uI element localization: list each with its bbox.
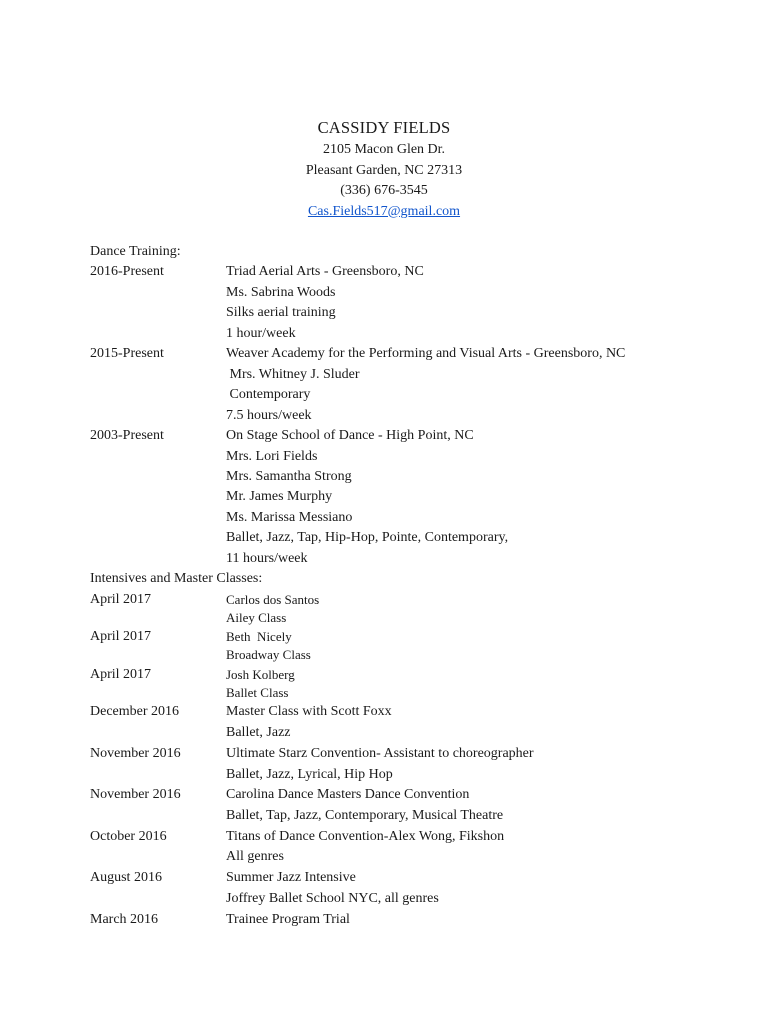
- entry-date: August 2016: [90, 870, 162, 886]
- entry-line: Mrs. Whitney J. Sluder: [226, 366, 360, 382]
- entry-line: Summer Jazz Intensive: [226, 870, 356, 886]
- entry-line: Ballet, Jazz: [226, 725, 291, 741]
- entry-line: Josh Kolberg: [226, 666, 295, 682]
- entry-line: Triad Aerial Arts - Greensboro, NC: [226, 264, 424, 280]
- entry-date: April 2017: [90, 629, 152, 645]
- intensive-entry: [90, 785, 750, 826]
- entry-line: Ballet Class: [226, 684, 289, 700]
- address-line-2: Pleasant Garden, NC 27313: [305, 162, 463, 178]
- entry-line: Ballet, Jazz, Tap, Hip-Hop, Pointe, Contemporary,: [226, 530, 509, 546]
- entry-date: March 2016: [90, 911, 159, 927]
- intensive-entry: [90, 910, 750, 931]
- entry-line: Ballet, Tap, Jazz, Contemporary, Musical Theatre: [226, 808, 504, 823]
- entry-date: 2016-Present: [90, 264, 164, 280]
- entry-date: 2015-Present: [90, 346, 164, 362]
- entry-date: April 2017: [90, 666, 152, 682]
- entry-date: April 2017: [90, 591, 152, 607]
- entry-line: Ms. Sabrina Woods: [226, 284, 336, 300]
- entry-line: Carlos dos Santos: [226, 591, 320, 607]
- dance-training-heading: Dance Training:: [90, 244, 181, 259]
- entry-line: Broadway Class: [226, 647, 311, 663]
- entry-line: Silks aerial training: [226, 305, 336, 321]
- training-entry: [90, 344, 750, 426]
- entry-line: Mrs. Lori Fields: [226, 448, 318, 464]
- entry-line: Weaver Academy for the Performing and Visual Arts - Greensboro, NC: [226, 346, 626, 362]
- entry-date: October 2016: [90, 828, 167, 844]
- entry-line: Ailey Class: [226, 609, 287, 625]
- entry-line: 11 hours/week: [226, 550, 308, 566]
- training-entry: [90, 426, 750, 569]
- resume-body: [90, 242, 750, 930]
- intensive-entry: [90, 702, 750, 743]
- entry-date: November 2016: [90, 745, 181, 761]
- entry-line: Ms. Marissa Messiano: [226, 509, 353, 525]
- email-link[interactable]: Cas.Fields517@gmail.com: [307, 203, 461, 219]
- intensive-entry: [90, 827, 750, 868]
- address-line-1: 2105 Macon Glen Dr.: [322, 142, 446, 157]
- intensive-entry: [90, 744, 750, 785]
- phone-number: (336) 676-3545: [340, 183, 428, 198]
- entry-line: Trainee Program Trial: [226, 911, 350, 927]
- entry-line: Mrs. Samantha Strong: [226, 468, 352, 484]
- intensive-entry: [90, 627, 750, 665]
- entry-line: Master Class with Scott Foxx: [226, 704, 392, 720]
- entry-line: 1 hour/week: [226, 325, 296, 341]
- entry-line: 7.5 hours/week: [226, 407, 312, 423]
- entry-line: Ultimate Starz Convention- Assistant to choreographer: [226, 745, 534, 761]
- entry-line: Beth Nicely: [226, 629, 292, 645]
- entry-line: Contemporary: [226, 387, 311, 403]
- intensive-entry: [90, 590, 750, 628]
- resume-name: CASSIDY FIELDS: [317, 118, 451, 137]
- entry-line: Joffrey Ballet School NYC, all genres: [226, 890, 439, 906]
- entry-date: November 2016: [90, 787, 181, 803]
- training-entry: [90, 262, 750, 344]
- intensive-entry: [90, 665, 750, 703]
- entry-date: 2003-Present: [90, 428, 164, 444]
- entry-line: Carolina Dance Masters Dance Convention: [226, 787, 470, 803]
- entry-date: December 2016: [90, 704, 180, 720]
- resume-header: [0, 116, 768, 222]
- entry-line: Titans of Dance Convention-Alex Wong, Fikshon: [226, 828, 505, 844]
- entry-line: Mr. James Murphy: [226, 489, 333, 505]
- intensives-heading: Intensives and Master Classes:: [90, 571, 263, 587]
- entry-line: All genres: [226, 849, 284, 865]
- entry-line: Ballet, Jazz, Lyrical, Hip Hop: [226, 766, 393, 782]
- entry-line: On Stage School of Dance - High Point, NC: [226, 428, 474, 444]
- intensive-entry: [90, 868, 750, 909]
